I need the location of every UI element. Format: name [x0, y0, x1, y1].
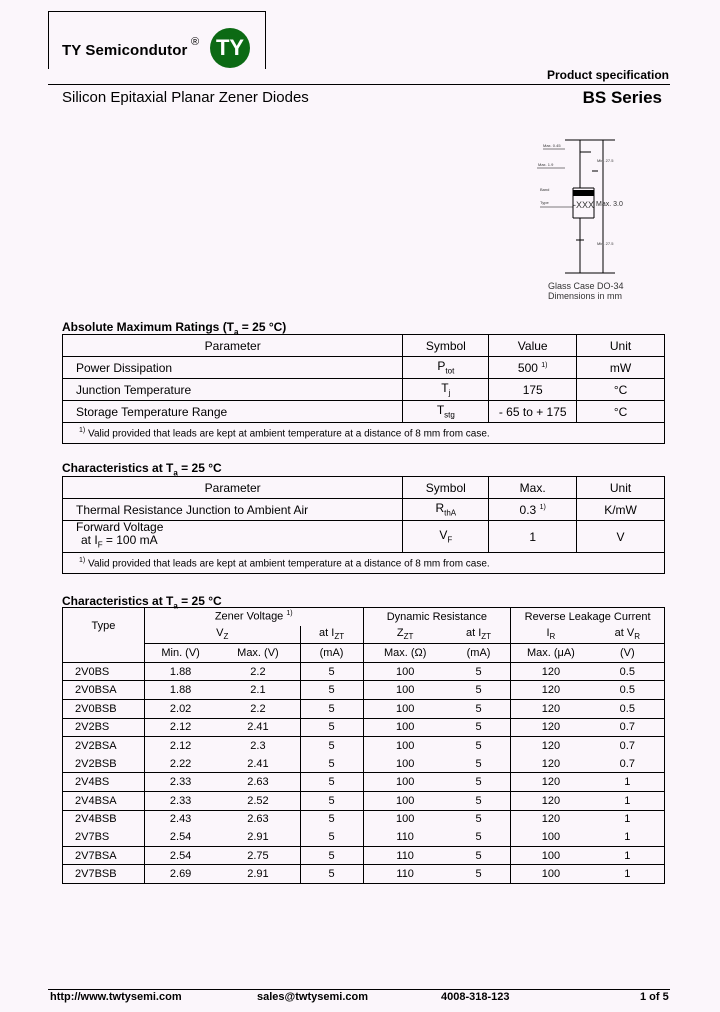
char2-title: Characteristics at $T_a = 25$ °C — [62, 594, 222, 611]
diagram-caption — [548, 281, 624, 301]
svg-text:Type: Type — [540, 200, 549, 205]
type-cell: 2V4BSB — [63, 810, 145, 828]
header-dynamic-resistance: Dynamic Resistance — [363, 608, 511, 626]
value-cell: - 65 to + 175 — [489, 401, 577, 423]
header-symbol: Symbol — [403, 335, 489, 357]
abs-max-title: Absolute Maximum Ratings ($T_a = 25$ °C) — [62, 320, 287, 337]
value-cell: 5 — [447, 755, 511, 773]
svg-text:Max. 1.9: Max. 1.9 — [538, 162, 554, 167]
value-cell: 0.5 — [591, 662, 665, 681]
header-value: Value — [489, 335, 577, 357]
value-cell: 0.7 — [591, 755, 665, 773]
empty-cell — [63, 644, 145, 663]
value-cell: 5 — [447, 865, 511, 884]
value-cell: 100 — [511, 865, 591, 884]
table-row — [63, 737, 665, 755]
value-cell: 5 — [447, 773, 511, 792]
header-zener-voltage: Zener Voltage $^{1)}$ — [144, 608, 363, 626]
value-cell: 1 — [489, 521, 577, 553]
group-header-row — [63, 608, 665, 626]
type-cell: 2V7BS — [63, 828, 145, 846]
unit-ma: (mA) — [300, 644, 363, 663]
value-cell: 100 — [363, 737, 447, 755]
footer-email[interactable]: sales@twtysemi.com — [257, 991, 368, 1003]
value-cell: 5 — [447, 699, 511, 718]
svg-text:Min. 27.5: Min. 27.5 — [597, 158, 614, 163]
symbol-cell: $R_{thA}$ — [403, 499, 489, 521]
series-title: BS Series — [582, 88, 662, 107]
header-divider — [48, 84, 670, 85]
param-cell: Thermal Resistance Junction to Ambient Air — [63, 499, 403, 521]
value-cell: 2.63 — [216, 810, 300, 828]
table-row — [63, 499, 665, 521]
value-cell: 2.02 — [144, 699, 216, 718]
value-cell: 1 — [591, 828, 665, 846]
table-row — [63, 718, 665, 737]
value-cell: 2.41 — [216, 755, 300, 773]
value-cell: 5 — [300, 662, 363, 681]
unit-cell: mW — [577, 357, 665, 379]
param-cell: Forward Voltage at $I_F = 100$ mA — [63, 521, 403, 553]
header-reverse-leakage: Reverse Leakage Current — [511, 608, 665, 626]
value-cell: 5 — [447, 662, 511, 681]
type-cell: 2V7BSA — [63, 846, 145, 865]
value-cell: 0.5 — [591, 699, 665, 718]
value-cell: 120 — [511, 755, 591, 773]
table-row — [63, 791, 665, 810]
value-cell: 5 — [300, 791, 363, 810]
value-cell: 5 — [300, 699, 363, 718]
table-row — [63, 810, 665, 828]
header-unit: Unit — [577, 477, 665, 499]
footnote-row — [63, 423, 665, 444]
table-row — [63, 755, 665, 773]
value-cell: 2.54 — [144, 846, 216, 865]
unit-v: (V) — [591, 644, 665, 663]
table-row — [63, 773, 665, 792]
value-cell: 1 — [591, 791, 665, 810]
unit-max-ua: Max. (μA) — [511, 644, 591, 663]
header-parameter: Parameter — [63, 335, 403, 357]
value-cell: 0.7 — [591, 737, 665, 755]
value-cell: 5 — [447, 846, 511, 865]
type-cell: 2V2BS — [63, 718, 145, 737]
value-cell: 5 — [300, 865, 363, 884]
value-cell: 5 — [300, 810, 363, 828]
type-cell: 2V0BSA — [63, 681, 145, 700]
table-row — [63, 521, 665, 553]
footer-url[interactable]: http://www.twtysemi.com — [50, 991, 182, 1003]
value-cell: 1 — [591, 846, 665, 865]
header-max: Max. — [489, 477, 577, 499]
value-cell: 2.22 — [144, 755, 216, 773]
value-cell: 5 — [447, 681, 511, 700]
unit-cell: °C — [577, 379, 665, 401]
value-cell: 100 — [363, 791, 447, 810]
symbol-cell: $P_{tot}$ — [403, 357, 489, 379]
header-at-iz: at $I_{ZT}$ — [300, 626, 363, 644]
value-cell: 2.75 — [216, 846, 300, 865]
type-cell: 2V0BSB — [63, 699, 145, 718]
table-row — [63, 357, 665, 379]
value-cell: 5 — [300, 755, 363, 773]
value-cell: 1 — [591, 810, 665, 828]
value-cell: 5 — [300, 718, 363, 737]
value-cell: 100 — [363, 699, 447, 718]
logo-text: TY — [215, 35, 245, 60]
value-cell: 2.3 — [216, 737, 300, 755]
value-cell: 100 — [511, 828, 591, 846]
value-cell: 5 — [447, 828, 511, 846]
unit-cell: K/mW — [577, 499, 665, 521]
type-cell: 2V2BSB — [63, 755, 145, 773]
svg-text:Min. 27.5: Min. 27.5 — [597, 241, 614, 246]
value-cell: 5 — [447, 718, 511, 737]
value-cell: 110 — [363, 865, 447, 884]
header-vz: $V_Z$ — [144, 626, 300, 644]
value-cell: 2.69 — [144, 865, 216, 884]
value-cell: 0.7 — [591, 718, 665, 737]
table-row — [63, 699, 665, 718]
unit-max-v: Max. (V) — [216, 644, 300, 663]
caption-line-2: Dimensions in mm — [548, 291, 623, 301]
value-cell: 100 — [363, 755, 447, 773]
value-cell: 5 — [447, 791, 511, 810]
header-unit: Unit — [577, 335, 665, 357]
header-at-vr: at $V_R$ — [591, 626, 665, 644]
value-cell: 2.33 — [144, 773, 216, 792]
value-cell: 120 — [511, 662, 591, 681]
header-at-izt: at $I_{ZT}$ — [447, 626, 511, 644]
zener-characteristics-table — [62, 607, 665, 884]
type-cell: 2V0BS — [63, 662, 145, 681]
value-cell: 0.3 $^{1)}$ — [489, 499, 577, 521]
table-row — [63, 828, 665, 846]
footer-page-number: 1 of 5 — [640, 991, 669, 1003]
value-cell: 2.12 — [144, 737, 216, 755]
value-cell: 2.91 — [216, 828, 300, 846]
symbol-cell: $T_{stg}$ — [403, 401, 489, 423]
char1-title: Characteristics at $T_a = 25$ °C — [62, 461, 222, 478]
footer-divider — [48, 989, 670, 990]
value-cell: 175 — [489, 379, 577, 401]
value-cell: 120 — [511, 737, 591, 755]
param-cell: Storage Temperature Range — [63, 401, 403, 423]
value-cell: 110 — [363, 846, 447, 865]
do34-package-diagram — [535, 128, 665, 303]
value-cell: 120 — [511, 681, 591, 700]
value-cell: 0.5 — [591, 681, 665, 700]
unit-ma: (mA) — [447, 644, 511, 663]
svg-text:Band: Band — [540, 187, 550, 192]
value-cell: 5 — [447, 810, 511, 828]
value-cell: 2.63 — [216, 773, 300, 792]
footnote: $^{1)}$ Valid provided that leads are kept at ambient temperature at a distance of 8 mm from case. — [63, 553, 665, 574]
unit-header-row — [63, 644, 665, 663]
unit-cell: °C — [577, 401, 665, 423]
product-specification-label: Product specification — [546, 68, 669, 82]
company-logo — [210, 28, 250, 68]
document-title: Silicon Epitaxial Planar Zener Diodes — [62, 89, 309, 106]
header-ir: $I_R$ — [511, 626, 591, 644]
value-cell: 2.41 — [216, 718, 300, 737]
value-cell: 5 — [300, 737, 363, 755]
value-cell: 2.54 — [144, 828, 216, 846]
footnote-row — [63, 553, 665, 574]
value-cell: 500 $^{1)}$ — [489, 357, 577, 379]
svg-text:Max. 3.0: Max. 3.0 — [596, 201, 623, 208]
param-cell: Power Dissipation — [63, 357, 403, 379]
value-cell: 120 — [511, 791, 591, 810]
value-cell: 2.52 — [216, 791, 300, 810]
svg-text:Max. 0.45: Max. 0.45 — [543, 143, 561, 148]
abs-max-table — [62, 334, 665, 444]
registered-mark: ® — [191, 36, 200, 48]
header-parameter: Parameter — [63, 477, 403, 499]
value-cell: 120 — [511, 718, 591, 737]
value-cell: 2.1 — [216, 681, 300, 700]
value-cell: 1 — [591, 865, 665, 884]
table-row — [63, 401, 665, 423]
param-cell: Junction Temperature — [63, 379, 403, 401]
value-cell: 1.88 — [144, 662, 216, 681]
value-cell: 1.88 — [144, 681, 216, 700]
unit-min-v: Min. (V) — [144, 644, 216, 663]
value-cell: 100 — [363, 681, 447, 700]
value-cell: 5 — [447, 737, 511, 755]
value-cell: 5 — [300, 828, 363, 846]
table-row — [63, 846, 665, 865]
value-cell: 120 — [511, 699, 591, 718]
value-cell: 5 — [300, 681, 363, 700]
type-cell: 2V7BSB — [63, 865, 145, 884]
value-cell: 5 — [300, 773, 363, 792]
table-row — [63, 865, 665, 884]
unit-cell: V — [577, 521, 665, 553]
value-cell: 1 — [591, 773, 665, 792]
header-symbol: Symbol — [403, 477, 489, 499]
company-name: TY Semicondutor — [62, 42, 188, 59]
table-row — [63, 662, 665, 681]
value-cell: 110 — [363, 828, 447, 846]
table-row — [63, 379, 665, 401]
value-cell: 100 — [363, 773, 447, 792]
symbol-cell: $V_F$ — [403, 521, 489, 553]
type-cell: 2V4BS — [63, 773, 145, 792]
footer-phone: 4008-318-123 — [441, 991, 510, 1003]
value-cell: 2.43 — [144, 810, 216, 828]
value-cell: 100 — [363, 810, 447, 828]
value-cell: 100 — [363, 662, 447, 681]
value-cell: 2.91 — [216, 865, 300, 884]
unit-max-ohm: Max. (Ω) — [363, 644, 447, 663]
header-zzt: $Z_{ZT}$ — [363, 626, 447, 644]
value-cell: 120 — [511, 810, 591, 828]
type-cell: 2V4BSA — [63, 791, 145, 810]
svg-text:-XXX: -XXX — [573, 200, 595, 210]
footnote: $^{1)}$ Valid provided that leads are kept at ambient temperature at a distance of 8 mm from case. — [63, 423, 665, 444]
value-cell: 2.12 — [144, 718, 216, 737]
value-cell: 120 — [511, 773, 591, 792]
header-type: Type — [63, 608, 145, 644]
caption-line-1: Glass Case DO-34 — [548, 281, 624, 291]
sub-header-row — [63, 626, 665, 644]
table-header-row — [63, 477, 665, 499]
table-row — [63, 681, 665, 700]
value-cell: 100 — [363, 718, 447, 737]
table-header-row — [63, 335, 665, 357]
value-cell: 2.33 — [144, 791, 216, 810]
characteristics-table — [62, 476, 665, 574]
symbol-cell: $T_j$ — [403, 379, 489, 401]
value-cell: 5 — [300, 846, 363, 865]
value-cell: 2.2 — [216, 662, 300, 681]
value-cell: 100 — [511, 846, 591, 865]
type-cell: 2V2BSA — [63, 737, 145, 755]
value-cell: 2.2 — [216, 699, 300, 718]
